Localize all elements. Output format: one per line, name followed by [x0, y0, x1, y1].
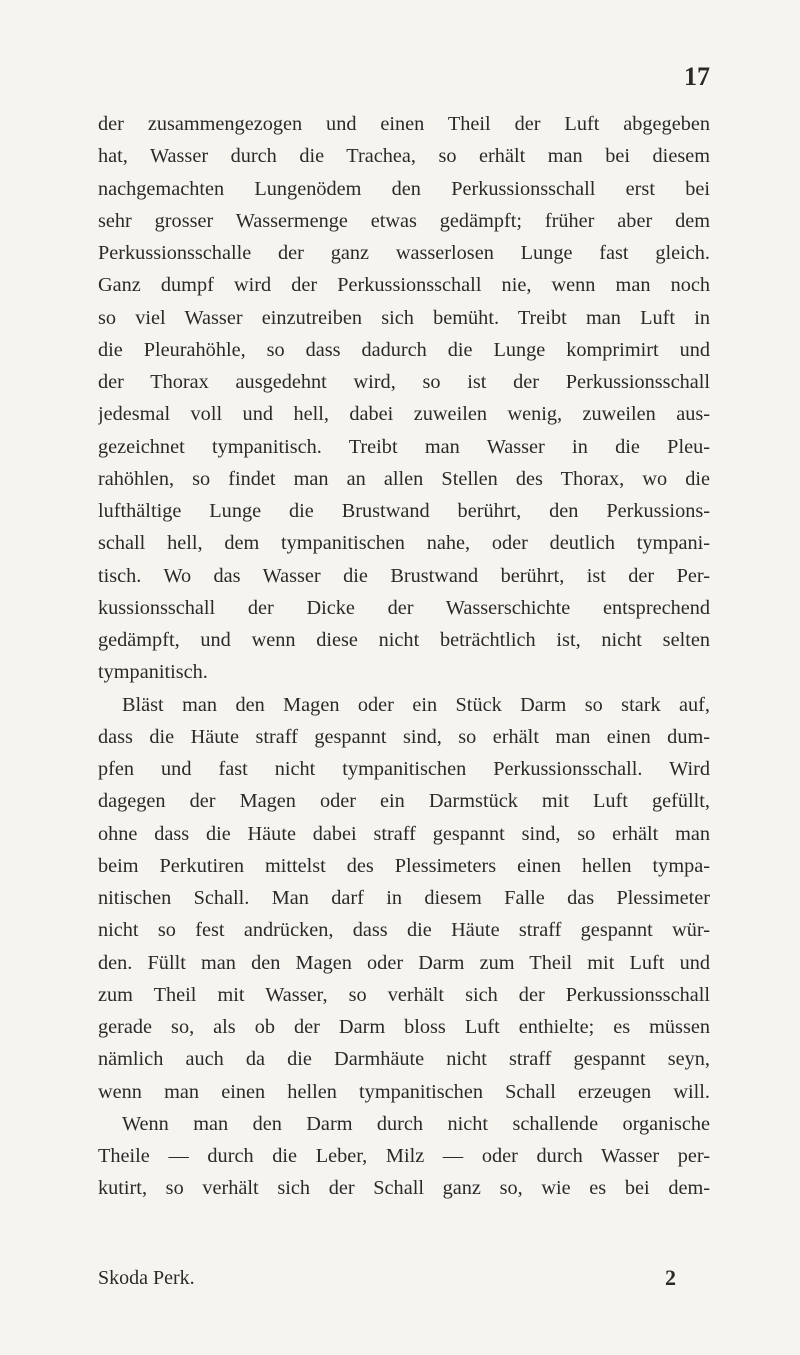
- text-line: pfen und fast nicht tympanitischen Perkussionsschall. Wird: [98, 758, 710, 780]
- text-line: gedämpft, und wenn diese nicht beträchtlich ist, nicht selten: [98, 629, 710, 651]
- printer-signature: Skoda Perk.: [98, 1267, 195, 1289]
- text-line: dass die Häute straff gespannt sind, so erhält man einen dum-: [98, 725, 710, 748]
- text-line: jedesmal voll und hell, dabei zuweilen wenig, zuweilen aus-: [98, 403, 710, 426]
- text-line: so viel Wasser einzutreiben sich bemüht. Treibt man Luft in: [98, 306, 710, 329]
- text-line: sehr grosser Wassermenge etwas gedämpft; früher aber dem: [98, 209, 710, 232]
- text-line: rahöhlen, so findet man an allen Stellen des Thorax, wo die: [98, 467, 710, 490]
- paragraph-start-line: Wenn man den Darm durch nicht schallende organische: [122, 1112, 710, 1135]
- text-line: tympanitisch.: [98, 661, 208, 684]
- text-line: gezeichnet tympanitisch. Treibt man Wasser in die Pleu-: [98, 435, 710, 458]
- text-line: hat, Wasser durch die Trachea, so erhält man bei diesem: [98, 145, 710, 168]
- text-line: gerade so, als ob der Darm bloss Luft enthielte; es müssen: [98, 1016, 710, 1038]
- text-line: kutirt, so verhält sich der Schall ganz so, wie es bei dem-: [98, 1177, 710, 1200]
- text-line: den. Füllt man den Magen oder Darm zum Theil mit Luft und: [98, 951, 710, 974]
- text-line: Perkussionsschalle der ganz wasserlosen Lunge fast gleich.: [98, 242, 710, 264]
- sheet-number: 2: [665, 1265, 676, 1290]
- text-line: Ganz dumpf wird der Perkussionsschall nie, wenn man noch: [98, 274, 710, 297]
- paragraph-start-line: Bläst man den Magen oder ein Stück Darm so stark auf,: [122, 693, 710, 716]
- text-line: lufthältige Lunge die Brustwand berührt, den Perkussions-: [98, 500, 710, 522]
- text-line: schall hell, dem tympanitischen nahe, oder deutlich tympani-: [98, 532, 710, 555]
- text-line: zum Theil mit Wasser, so verhält sich der Perkussionsschall: [98, 983, 710, 1006]
- text-line: wenn man einen hellen tympanitischen Schall erzeugen will.: [98, 1080, 710, 1103]
- text-line: der Thorax ausgedehnt wird, so ist der Perkussionsschall: [98, 371, 710, 393]
- text-line: die Pleurahöhle, so dass dadurch die Lunge komprimirt und: [98, 338, 710, 361]
- text-line: Theile — durch die Leber, Milz — oder durch Wasser per-: [98, 1145, 710, 1167]
- text-line: nicht so fest andrücken, dass die Häute straff gespannt wür-: [98, 919, 710, 942]
- page-footer: [98, 1267, 710, 1297]
- text-line: der zusammengezogen und einen Theil der Luft abgegeben: [98, 113, 710, 135]
- text-line: nachgemachten Lungenödem den Perkussionsschall erst bei: [98, 177, 710, 200]
- text-line: kussionsschall der Dicke der Wasserschichte entsprechend: [98, 596, 710, 619]
- body-text: [98, 108, 710, 1205]
- page-number: 17: [684, 62, 710, 91]
- text-line: nämlich auch da die Darmhäute nicht straff gespannt seyn,: [98, 1048, 710, 1071]
- text-line: tisch. Wo das Wasser die Brustwand berührt, ist der Per-: [98, 564, 710, 587]
- text-line: dagegen der Magen oder ein Darmstück mit Luft gefüllt,: [98, 790, 710, 813]
- text-line: ohne dass die Häute dabei straff gespannt sind, so erhält man: [98, 822, 710, 845]
- text-line: beim Perkutiren mittelst des Plessimeters einen hellen tympa-: [98, 854, 710, 877]
- text-line: nitischen Schall. Man darf in diesem Falle das Plessimeter: [98, 887, 710, 909]
